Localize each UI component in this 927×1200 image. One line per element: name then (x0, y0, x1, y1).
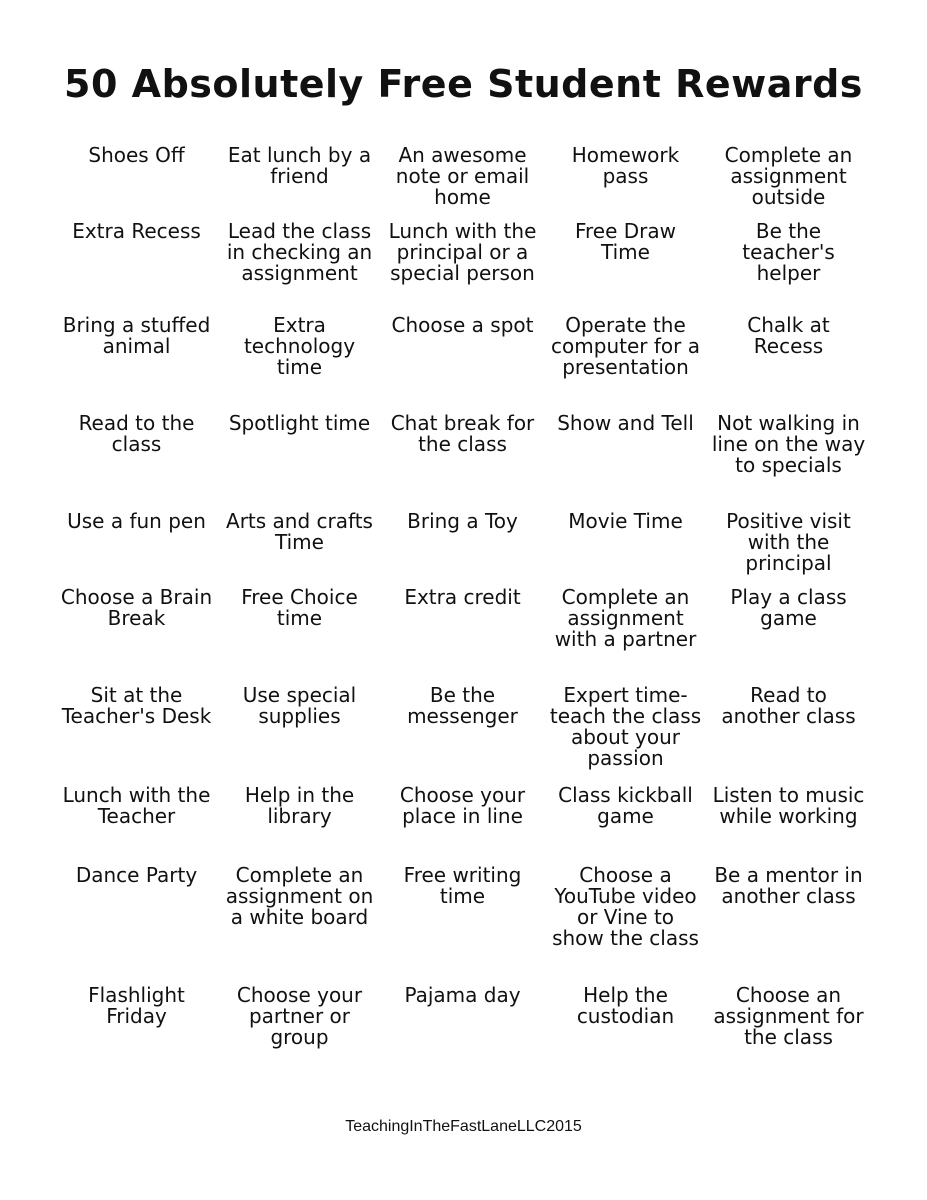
reward-item (218, 865, 381, 985)
reward-text: Homework pass (571, 145, 680, 188)
reward-text: Free Choice time (241, 587, 358, 630)
reward-text: Movie Time (568, 511, 683, 533)
reward-text: Pajama day (404, 985, 521, 1007)
reward-text: Chat break for the class (390, 413, 535, 456)
reward-text: Choose a spot (391, 315, 534, 337)
reward-item (218, 685, 381, 785)
reward-item (707, 511, 870, 587)
reward-item (544, 145, 707, 221)
reward-item (55, 587, 218, 685)
reward-item (544, 685, 707, 785)
reward-text: Arts and crafts Time (226, 511, 373, 554)
reward-item (218, 145, 381, 221)
reward-text: Use special supplies (242, 685, 357, 728)
reward-item (218, 315, 381, 413)
reward-text: An awesome note or email home (395, 145, 530, 209)
footer-credit: TeachingInTheFastLaneLLC2015 (345, 1118, 582, 1135)
reward-text: Free writing time (403, 865, 522, 908)
reward-item (381, 685, 544, 785)
reward-text: Listen to music while working (712, 785, 865, 828)
reward-item (218, 413, 381, 511)
reward-text: Use a fun pen (67, 511, 206, 533)
reward-text: Dance Party (75, 865, 198, 887)
reward-text: Choose an assignment for the class (713, 985, 864, 1049)
reward-item (218, 785, 381, 865)
reward-item (544, 511, 707, 587)
reward-text: Bring a stuffed animal (62, 315, 211, 358)
reward-item (55, 865, 218, 985)
reward-text: Extra Recess (72, 221, 201, 243)
reward-item (218, 587, 381, 685)
reward-item (544, 413, 707, 511)
reward-text: Choose a Brain Break (60, 587, 213, 630)
reward-item (544, 315, 707, 413)
reward-text: Complete an assignment on a white board (225, 865, 374, 929)
reward-item (544, 221, 707, 315)
reward-text: Lunch with the Teacher (62, 785, 211, 828)
reward-item (55, 785, 218, 865)
reward-text: Be the messenger (407, 685, 518, 728)
reward-text: Help the custodian (576, 985, 675, 1028)
reward-text: Read to the class (78, 413, 195, 456)
reward-text: Be a mentor in another class (714, 865, 863, 908)
reward-item (707, 785, 870, 865)
reward-text: Help in the library (244, 785, 355, 828)
reward-text: Bring a Toy (407, 511, 518, 533)
reward-item (55, 511, 218, 587)
reward-item (55, 413, 218, 511)
reward-item (707, 145, 870, 221)
reward-item (381, 511, 544, 587)
reward-text: Chalk at Recess (747, 315, 830, 358)
reward-item (707, 315, 870, 413)
reward-item (55, 315, 218, 413)
reward-item (55, 145, 218, 221)
reward-item (381, 785, 544, 865)
reward-item (218, 221, 381, 315)
reward-text: Shoes Off (88, 145, 185, 167)
reward-text: Complete an assignment with a partner (554, 587, 697, 651)
reward-text: Eat lunch by a friend (227, 145, 372, 188)
reward-text: Extra credit (404, 587, 521, 609)
reward-item (381, 985, 544, 1080)
reward-text: Free Draw Time (574, 221, 677, 264)
reward-item (381, 221, 544, 315)
reward-item (381, 865, 544, 985)
rewards-grid (55, 145, 870, 1090)
reward-item (707, 865, 870, 985)
reward-text: Read to another class (721, 685, 856, 728)
reward-text: Positive visit with the principal (726, 511, 851, 575)
reward-item (707, 587, 870, 685)
reward-item (544, 785, 707, 865)
reward-item (544, 985, 707, 1080)
reward-text: Choose your partner or group (236, 985, 363, 1049)
reward-text: Choose a YouTube video or Vine to show the class (552, 865, 699, 950)
page-title: 50 Absolutely Free Student Rewards (64, 62, 863, 106)
reward-item (381, 587, 544, 685)
reward-item (218, 985, 381, 1080)
reward-text: Operate the computer for a presentation (551, 315, 700, 379)
reward-text: Sit at the Teacher's Desk (61, 685, 212, 728)
reward-item (707, 685, 870, 785)
reward-text: Extra technology time (243, 315, 356, 379)
reward-text: Spotlight time (228, 413, 371, 435)
reward-item (55, 221, 218, 315)
reward-text: Be the teacher's helper (742, 221, 835, 285)
reward-item (707, 413, 870, 511)
reward-text: Lead the class in checking an assignment (226, 221, 373, 285)
reward-item (218, 511, 381, 587)
reward-text: Play a class game (730, 587, 847, 630)
reward-text: Expert time- teach the class about your passion (549, 685, 702, 770)
reward-item (544, 865, 707, 985)
reward-item (381, 315, 544, 413)
reward-text: Flashlight Friday (88, 985, 185, 1028)
reward-text: Not walking in line on the way to specials (711, 413, 866, 477)
reward-item (55, 985, 218, 1080)
reward-item (381, 413, 544, 511)
reward-text: Complete an assignment outside (724, 145, 853, 209)
reward-item (707, 221, 870, 315)
reward-item (381, 145, 544, 221)
reward-text: Show and Tell (557, 413, 694, 435)
reward-item (544, 587, 707, 685)
reward-text: Class kickball game (558, 785, 693, 828)
reward-text: Choose your place in line (399, 785, 526, 828)
reward-item (707, 985, 870, 1080)
reward-text: Lunch with the principal or a special person (388, 221, 537, 285)
reward-item (55, 685, 218, 785)
